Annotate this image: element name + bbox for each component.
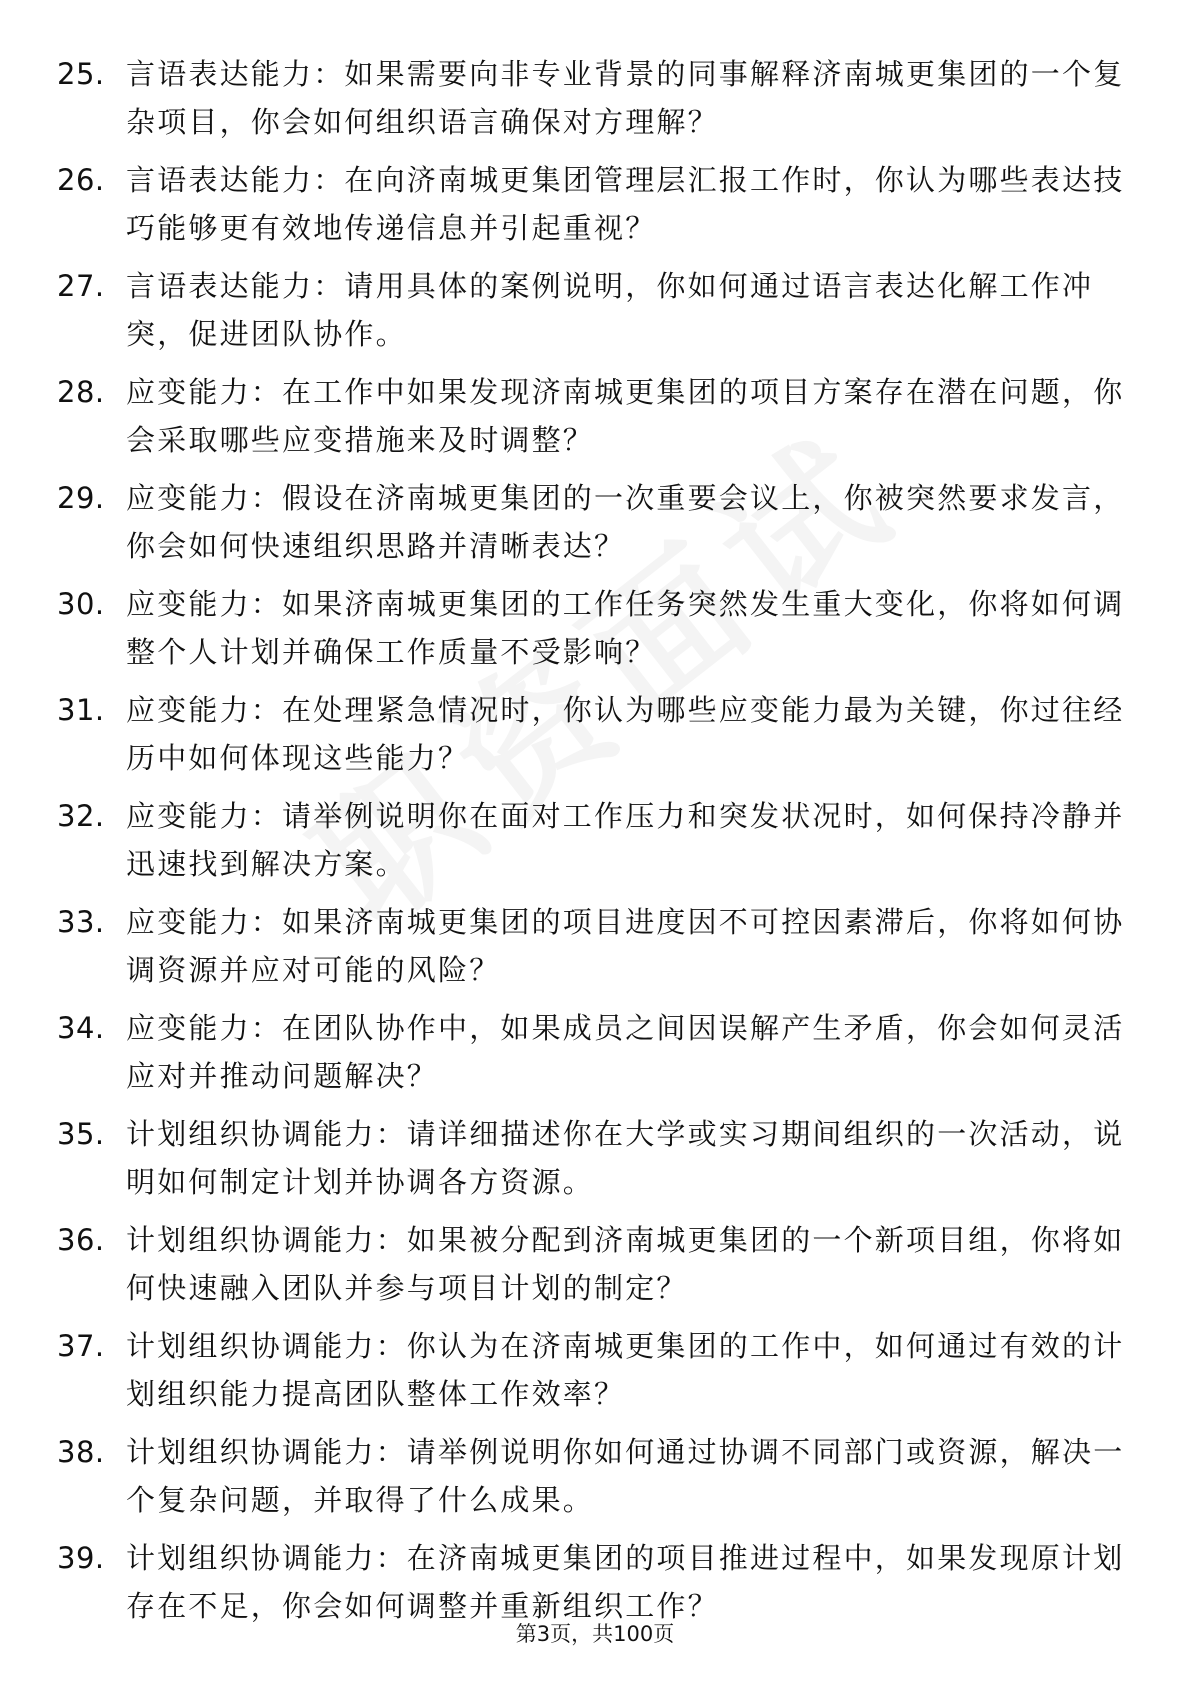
question-text: 计划组织协调能力：你认为在济南城更集团的工作中，如何通过有效的计划组织能力提高团队整体工作效率？	[126, 1329, 1125, 1411]
question-item	[0, 792, 1190, 898]
question-item	[0, 474, 1190, 580]
question-number: 26.	[57, 163, 105, 197]
question-text: 言语表达能力：如果需要向非专业背景的同事解释济南城更集团的一个复杂项目，你会如何组织语言确保对方理解？	[126, 57, 1125, 139]
question-list	[0, 50, 1190, 1640]
question-text: 计划组织协调能力：请详细描述你在大学或实习期间组织的一次活动，说明如何制定计划并协调各方资源。	[126, 1117, 1125, 1199]
question-item	[0, 580, 1190, 686]
question-number: 37.	[57, 1329, 105, 1363]
question-item	[0, 156, 1190, 262]
question-text: 应变能力：如果济南城更集团的工作任务突然发生重大变化，你将如何调整个人计划并确保工作质量不受影响？	[126, 587, 1125, 669]
question-number: 31.	[57, 693, 105, 727]
question-item	[0, 1428, 1190, 1534]
question-number: 39.	[57, 1541, 105, 1575]
question-number: 33.	[57, 905, 105, 939]
question-number: 36.	[57, 1223, 105, 1257]
question-number: 28.	[57, 375, 105, 409]
question-item	[0, 898, 1190, 1004]
question-number: 32.	[57, 799, 105, 833]
question-text: 应变能力：在工作中如果发现济南城更集团的项目方案存在潜在问题，你会采取哪些应变措施来及时调整？	[126, 375, 1125, 457]
question-text: 计划组织协调能力：请举例说明你如何通过协调不同部门或资源，解决一个复杂问题，并取得了什么成果。	[126, 1435, 1125, 1517]
question-number: 27.	[57, 269, 105, 303]
question-item	[0, 50, 1190, 156]
question-item	[0, 1110, 1190, 1216]
question-text: 应变能力：请举例说明你在面对工作压力和突发状况时，如何保持冷静并迅速找到解决方案。	[126, 799, 1125, 881]
question-number: 34.	[57, 1011, 105, 1045]
question-number: 35.	[57, 1117, 105, 1151]
page-indicator: 第3页，共100页	[515, 1622, 675, 1646]
question-item	[0, 262, 1190, 368]
question-item	[0, 686, 1190, 792]
question-text: 应变能力：假设在济南城更集团的一次重要会议上，你被突然要求发言，你会如何快速组织思路并清晰表达？	[126, 481, 1125, 563]
question-item	[0, 368, 1190, 474]
question-number: 29.	[57, 481, 105, 515]
question-item	[0, 1322, 1190, 1428]
question-text: 应变能力：在团队协作中，如果成员之间因误解产生矛盾，你会如何灵活应对并推动问题解决？	[126, 1011, 1125, 1093]
question-number: 38.	[57, 1435, 105, 1469]
question-number: 25.	[57, 57, 105, 91]
question-text: 计划组织协调能力：在济南城更集团的项目推进过程中，如果发现原计划存在不足，你会如何调整并重新组织工作？	[126, 1541, 1125, 1623]
question-text: 应变能力：在处理紧急情况时，你认为哪些应变能力最为关键，你过往经历中如何体现这些能力？	[126, 693, 1125, 775]
question-number: 30.	[57, 587, 105, 621]
question-item	[0, 1216, 1190, 1322]
question-text: 应变能力：如果济南城更集团的项目进度因不可控因素滞后，你将如何协调资源并应对可能的风险？	[126, 905, 1125, 987]
question-item	[0, 1004, 1190, 1110]
question-text: 计划组织协调能力：如果被分配到济南城更集团的一个新项目组，你将如何快速融入团队并参与项目计划的制定？	[126, 1223, 1125, 1305]
question-text: 言语表达能力：在向济南城更集团管理层汇报工作时，你认为哪些表达技巧能够更有效地传递信息并引起重视？	[126, 163, 1125, 245]
question-text: 言语表达能力：请用具体的案例说明，你如何通过语言表达化解工作冲突，促进团队协作。	[126, 269, 1094, 351]
